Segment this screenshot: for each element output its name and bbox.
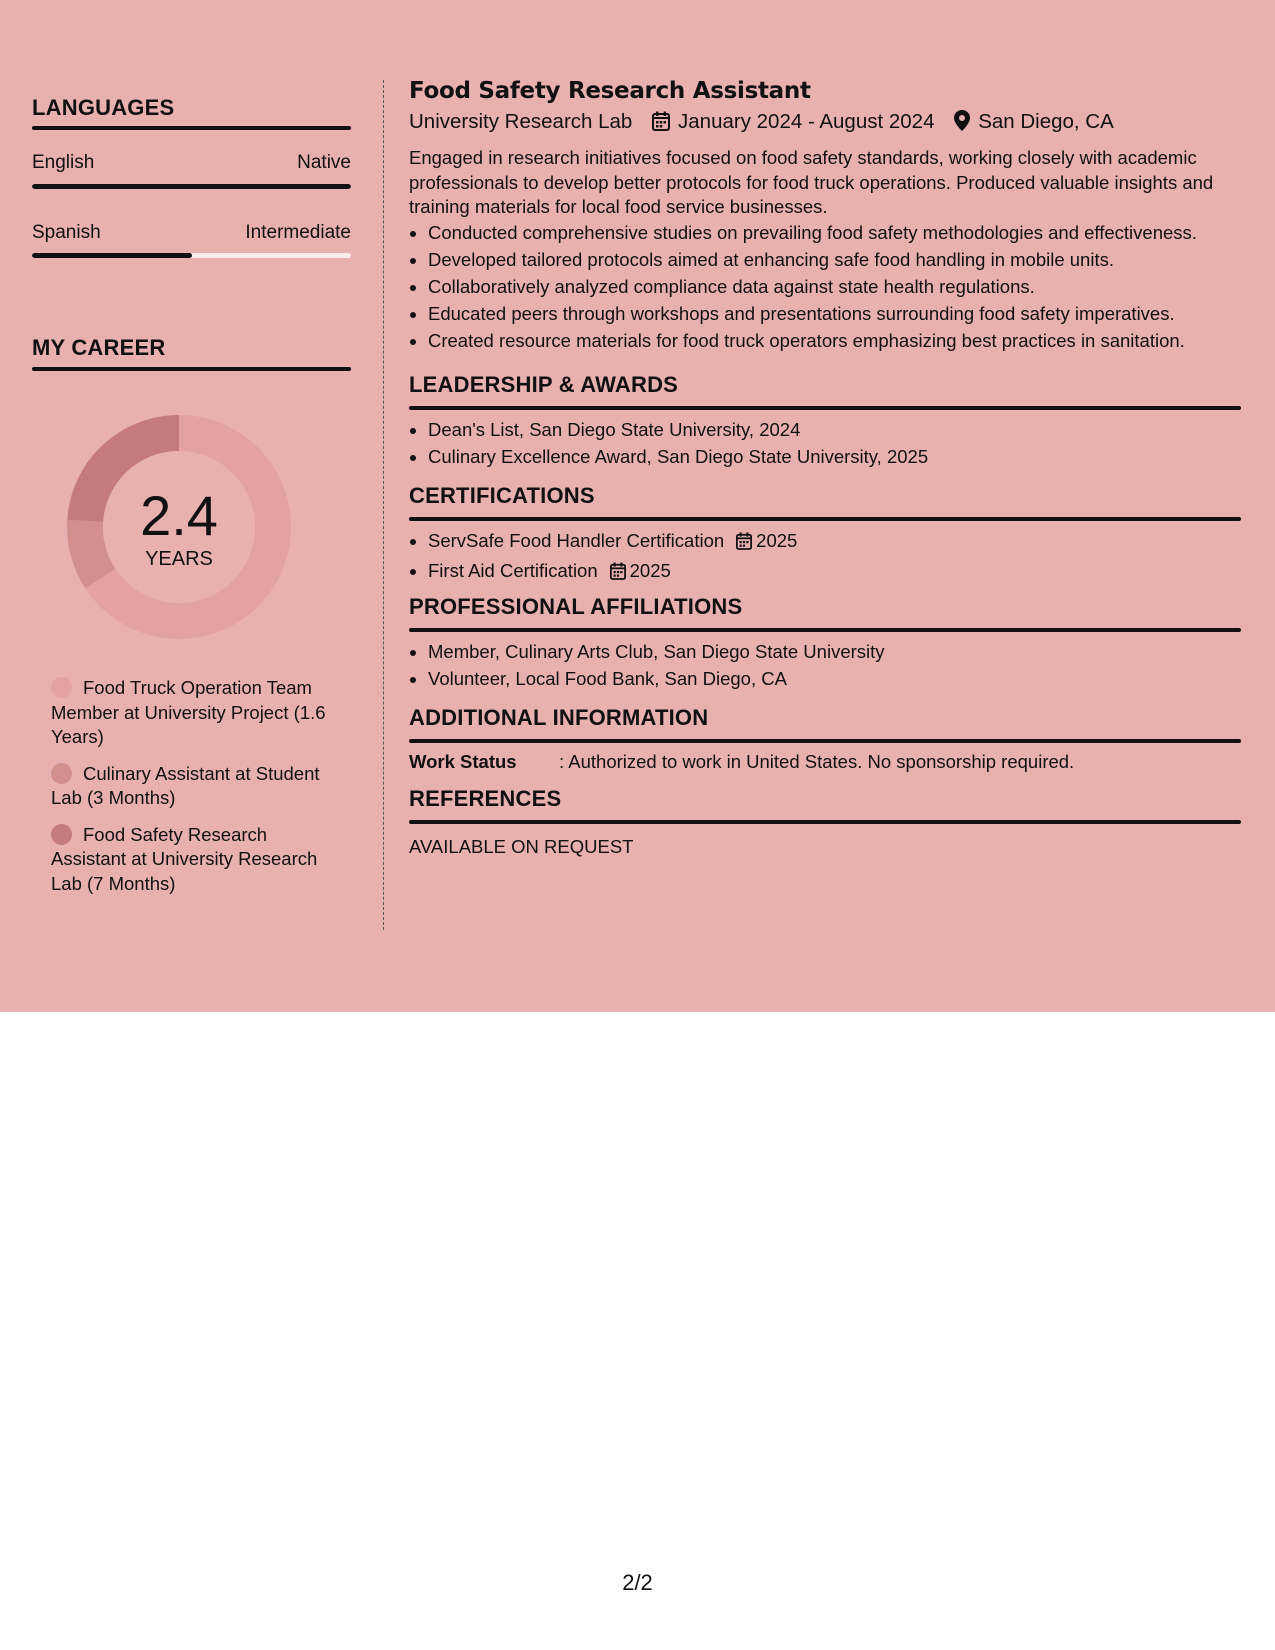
language-name: English	[32, 152, 95, 173]
career-legend-item	[51, 676, 341, 750]
additional-section	[409, 705, 1241, 775]
affiliation-item: • Member, Culinary Arts Club, San Diego State University	[428, 638, 1241, 665]
certification-item	[428, 527, 1241, 557]
certifications-section	[409, 483, 1241, 587]
language-level: Intermediate	[245, 222, 351, 243]
job-title: Food Safety Research Assistant	[409, 78, 811, 104]
job-dates: January 2024 - August 2024	[678, 110, 935, 133]
leadership-rule	[409, 406, 1241, 410]
languages-heading: LANGUAGES	[32, 95, 175, 120]
certification-year: 2025	[756, 530, 798, 551]
references-heading: REFERENCES	[409, 786, 562, 811]
career-donut-chart	[66, 414, 292, 640]
certifications-heading: CERTIFICATIONS	[409, 483, 595, 508]
affiliation-item: • Volunteer, Local Food Bank, San Diego, CA	[428, 665, 1241, 692]
references-rule	[409, 820, 1241, 824]
additional-rule	[409, 739, 1241, 743]
calendar-icon	[610, 560, 626, 587]
language-bar-english	[32, 184, 351, 189]
affiliations-heading: PROFESSIONAL AFFILIATIONS	[409, 594, 743, 619]
legend-dot-icon	[51, 677, 72, 698]
affiliations-section	[409, 594, 1241, 692]
language-bar-spanish	[32, 253, 351, 258]
calendar-icon	[736, 530, 752, 557]
award-item: • Dean's List, San Diego State University, 2024	[428, 416, 1241, 443]
references-text: AVAILABLE ON REQUEST	[409, 836, 634, 857]
job-bullet: • Created resource materials for food truck operators emphasizing best practices in sanitation.	[428, 327, 1241, 354]
calendar-icon	[652, 111, 670, 137]
job-description: Engaged in research initiatives focused on food safety standards, working closely with academic professionals to develop better protocols for food truck operations. Produced valuable insights and training materials for local food service businesses.	[409, 147, 1214, 217]
career-legend-label: Food Truck Operation Team Member at University Project (1.6 Years)	[51, 677, 326, 747]
career-legend-item	[51, 823, 341, 897]
donut-center	[66, 414, 292, 640]
job-bullet: • Educated peers through workshops and presentations surrounding food safety imperatives.	[428, 300, 1241, 327]
work-status-label: Work Status	[409, 751, 517, 772]
leadership-section	[409, 372, 1241, 470]
language-level: Native	[297, 152, 351, 173]
certification-name: First Aid Certification	[428, 560, 598, 581]
work-status-row	[409, 749, 1241, 775]
career-heading-rule	[32, 367, 351, 371]
job-location: San Diego, CA	[978, 110, 1114, 133]
work-status-value: : Authorized to work in United States. No sponsorship required.	[559, 751, 1075, 772]
references-section	[409, 786, 1241, 860]
career-heading: MY CAREER	[32, 335, 166, 360]
legend-dot-icon	[51, 763, 72, 784]
career-legend-item	[51, 762, 341, 811]
certification-item	[428, 557, 1241, 587]
job-bullets	[409, 219, 1241, 354]
job-meta	[409, 110, 1114, 137]
job-company: University Research Lab	[409, 110, 633, 133]
certification-name: ServSafe Food Handler Certification	[428, 530, 725, 551]
language-bar-fill	[32, 253, 192, 258]
career-legend	[51, 676, 341, 908]
column-divider	[383, 80, 384, 930]
award-item: • Culinary Excellence Award, San Diego State University, 2025	[428, 443, 1241, 470]
job-bullet: • Conducted comprehensive studies on prevailing food safety methodologies and effectiveness.	[428, 219, 1241, 246]
language-bar-fill	[32, 184, 351, 189]
career-legend-label: Food Safety Research Assistant at University Research Lab (7 Months)	[51, 823, 318, 894]
career-total-value: 2.4	[140, 484, 218, 547]
certification-year: 2025	[629, 560, 671, 581]
certifications-rule	[409, 517, 1241, 521]
languages-heading-rule	[32, 126, 351, 130]
job-bullet: • Developed tailored protocols aimed at enhancing safe food handling in mobile units.	[428, 246, 1241, 273]
career-legend-label: Culinary Assistant at Student Lab (3 Months)	[51, 762, 320, 808]
leadership-heading: LEADERSHIP & AWARDS	[409, 372, 679, 397]
additional-heading: ADDITIONAL INFORMATION	[409, 705, 709, 730]
affiliations-rule	[409, 628, 1241, 632]
page-number: 2/2	[622, 1570, 653, 1595]
legend-dot-icon	[51, 824, 72, 845]
language-name: Spanish	[32, 222, 101, 243]
job-bullet: • Collaboratively analyzed compliance data against state health regulations.	[428, 273, 1241, 300]
map-pin-icon	[954, 110, 970, 137]
career-total-unit: YEARS	[145, 548, 213, 570]
